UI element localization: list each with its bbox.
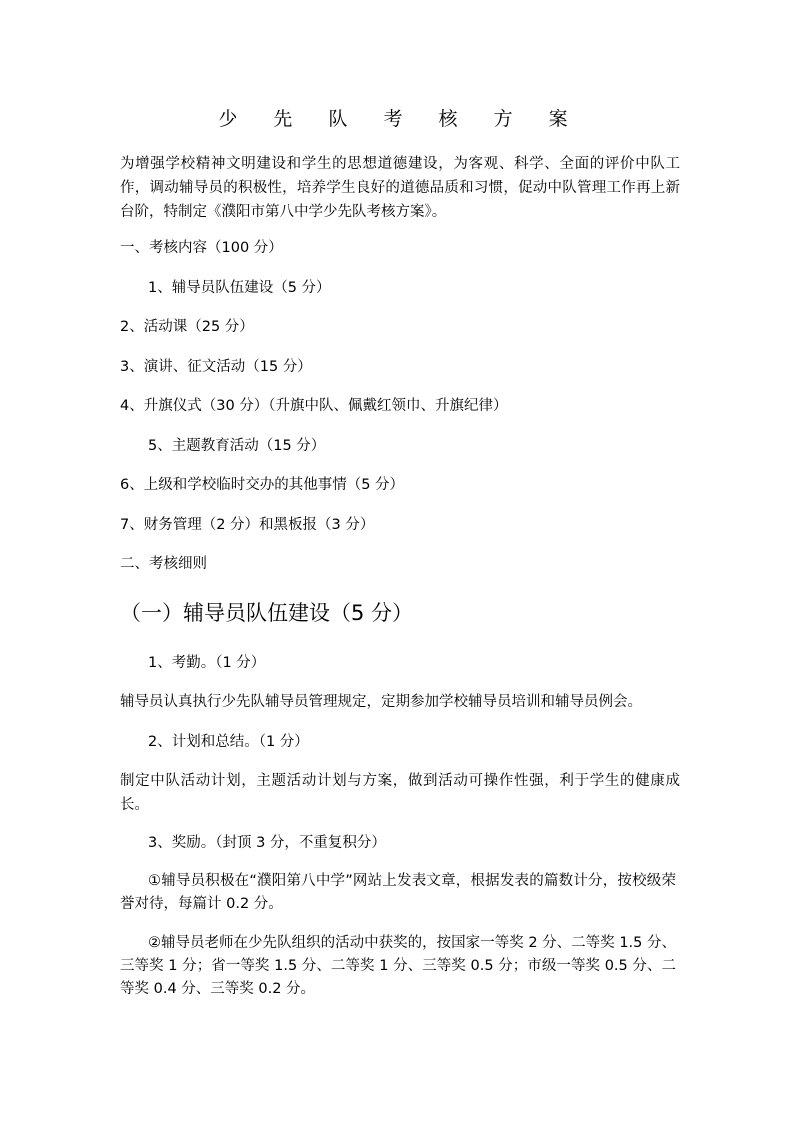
rule-attendance-text: 辅导员认真执行少先队辅导员管理规定，定期参加学校辅导员培训和辅导员例会。 — [120, 694, 642, 710]
rule-plan-summary: 2、计划和总结。（1 分） — [148, 734, 309, 750]
list-item: 2、活动课（25 分） — [120, 319, 254, 335]
document-title: 少 先 队 考 核 方 案 — [218, 108, 583, 130]
subheading-counselor-team: （一）辅导员队伍建设（5 分） — [120, 601, 414, 625]
reward-item-awards: ②辅导员老师在少先队组织的活动中获奖的，按国家一等奖 2 分、二等奖 1.5 分、三等奖 1 分；省一等奖 1.5 分、二等奖 1 分、三等奖 0.5 分；市级一等奖 0.5 分、二等奖 0.4 分、三等奖 0.2 分。 — [120, 935, 676, 997]
intro-paragraph: 为增强学校精神文明建设和学生的思想道德建设，为客观、科学、全面的评价中队工作，调动辅导员的积极性，培养学生良好的道德品质和习惯，促动中队管理工作再上新台阶，特制定《濮阳市第八中学少先队考核方案》。 — [120, 156, 680, 220]
rule-reward: 3、奖励。（封顶 3 分，不重复积分） — [148, 835, 386, 851]
list-item: 7、财务管理（2 分）和黑板报（3 分） — [120, 517, 375, 533]
list-item: 3、演讲、征文活动（15 分） — [120, 359, 312, 375]
list-item: 4、升旗仪式（30 分）（升旗中队、佩戴红领巾、升旗纪律） — [120, 398, 508, 414]
reward-item-website: ①辅导员积极在“濮阳第八中学”网站上发表文章，根据发表的篇数计分，按校级荣誉对待，每篇计 0.2 分。 — [120, 873, 676, 912]
section-heading-content: 一、考核内容（100 分） — [120, 240, 283, 256]
list-item: 5、主题教育活动（15 分） — [148, 438, 326, 454]
rule-plan-summary-text: 制定中队活动计划，主题活动计划与方案，做到活动可操作性强，利于学生的健康成长。 — [120, 773, 680, 813]
list-item: 6、上级和学校临时交办的其他事情（5 分） — [120, 477, 405, 493]
list-item: 1、辅导员队伍建设（5 分） — [148, 280, 331, 296]
section-heading-rules: 二、考核细则 — [120, 556, 207, 572]
rule-attendance: 1、考勤。（1 分） — [148, 655, 266, 671]
